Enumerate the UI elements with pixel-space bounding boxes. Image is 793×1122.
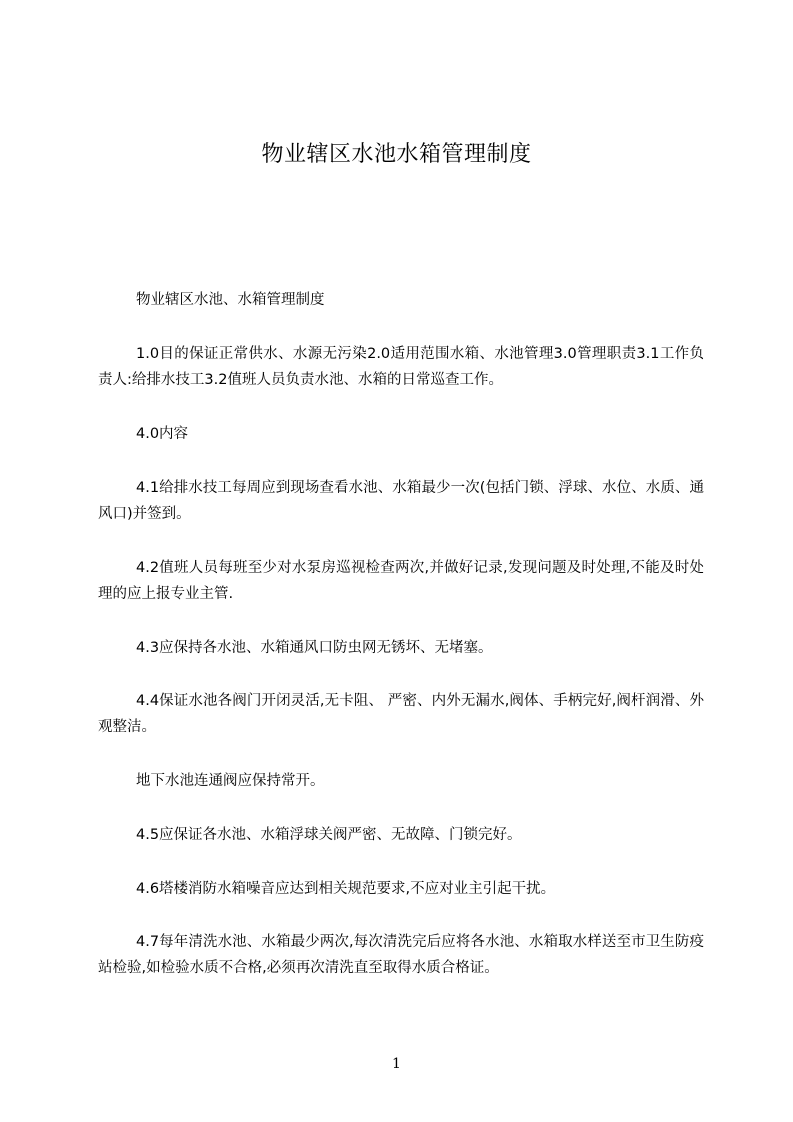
document-title: 物业辖区水池水箱管理制度 [261,142,532,167]
paragraph-4-2: 4.2值班人员每班至少对水泵房巡视检查两次,并做好记录,发现问题及时处理,不能及时处理的应上报专业主管. [98,560,704,602]
paragraph-purpose-scope-duties: 1.0目的保证正常供水、水源无污染2.0适用范围水箱、水池管理3.0管理职责3.1工作负责人:给排水技工3.2值班人员负责水池、水箱的日常巡查工作。 [98,346,704,388]
paragraph-4-7: 4.7每年清洗水池、水箱最少两次,每次清洗完后应将各水池、水箱取水样送至市卫生防疫站检验,如检验水质不合格,必须再次清洗直至取得水质合格证。 [98,934,704,976]
paragraph-4-5: 4.5应保证各水池、水箱浮球关阀严密、无故障、门锁完好。 [136,827,522,843]
page-number: 1 [392,1056,401,1072]
paragraph-content-heading: 4.0内容 [136,426,189,442]
paragraph-4-3: 4.3应保持各水池、水箱通风口防虫网无锈坏、无堵塞。 [136,640,493,656]
paragraph-4-6: 4.6塔楼消防水箱噪音应达到相关规范要求,不应对业主引起干扰。 [136,881,556,897]
paragraph-heading: 物业辖区水池、水箱管理制度 [136,292,325,308]
paragraph-underground-valve: 地下水池连通阀应保持常开。 [136,773,325,789]
paragraph-4-1: 4.1给排水技工每周应到现场查看水池、水箱最少一次(包括门锁、浮球、水位、水质、通风口)并签到。 [98,480,704,522]
paragraph-4-4: 4.4保证水池各阀门开闭灵活,无卡阻、 严密、内外无漏水,阀体、手柄完好,阀杆润滑、外观整洁。 [98,693,704,735]
